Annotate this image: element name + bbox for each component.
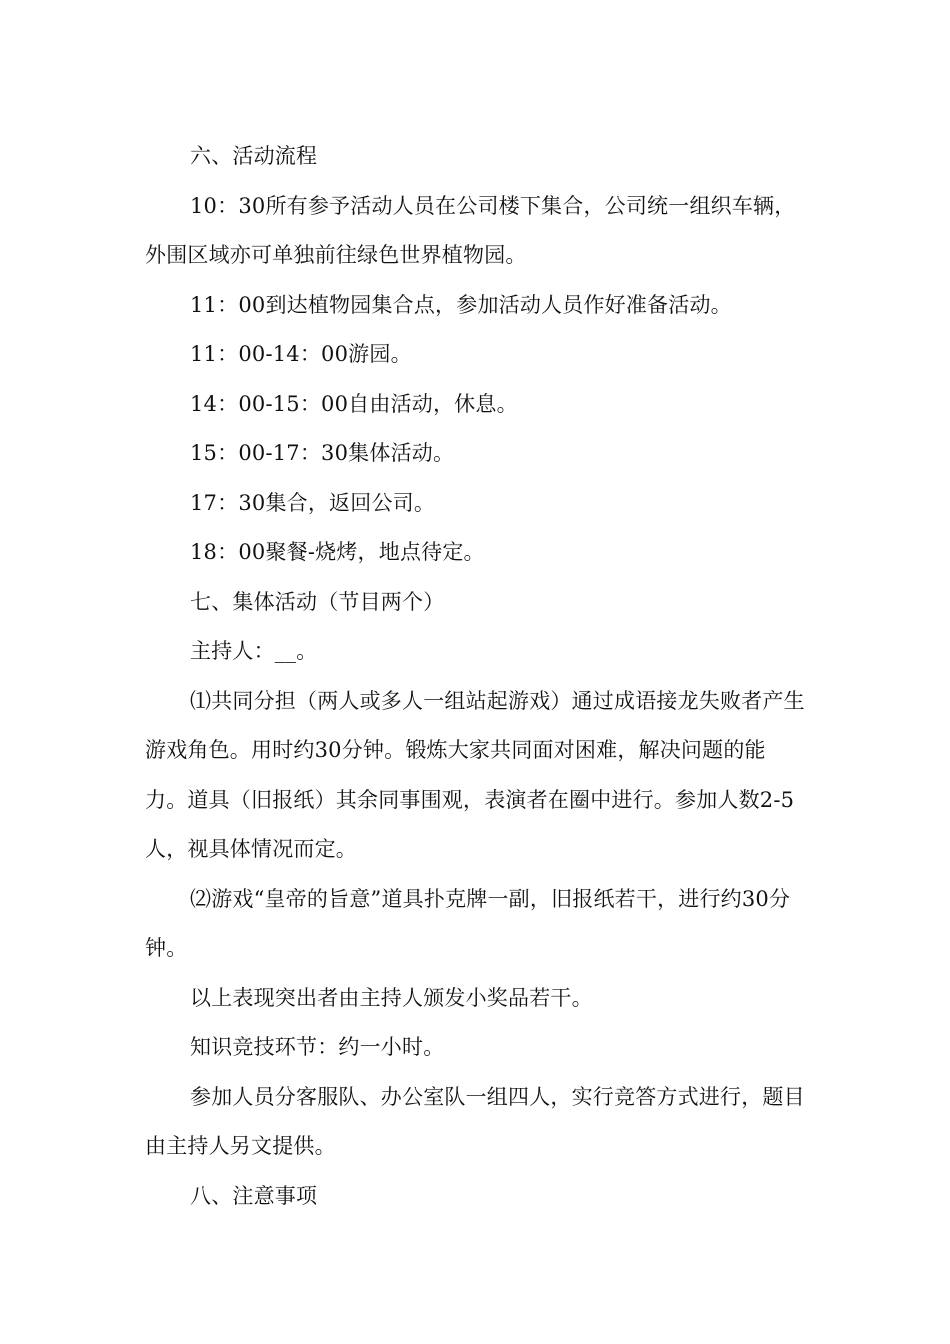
section-heading-notes: 八、注意事项 (190, 1183, 318, 1208)
schedule-item-1030: 10：30所有参予活动人员在公司楼下集合，公司统一组织车辆，外围区域亦可单独前往绿色世界植物园。 (145, 193, 796, 267)
schedule-item-1730: 17：30集合，返回公司。 (190, 490, 436, 515)
schedule-item-1100-1400: 11：00-14：00游园。 (190, 342, 412, 366)
game-item-1: ⑴共同分担（两人或多人一组站起游戏）通过成语接龙失败者产生游戏角色。用时约30分钟。锻炼大家共同面对困难，解决问题的能力。道具（旧报纸）其余同事围观，表演者在圈中进行。参加人数2-5人，视具体情况而定。 (145, 688, 805, 861)
awards-note: 以上表现突出者由主持人颁发小奖品若干。 (190, 985, 593, 1010)
game-item-2: ⑵游戏“皇帝的旨意”道具扑克牌一副，旧报纸若干，进行约30分钟。 (145, 886, 791, 960)
schedule-item-1400-1500: 14：00-15：00自由活动，休息。 (190, 391, 518, 416)
section-heading-group-activities: 七、集体活动（节目两个） (190, 589, 445, 614)
schedule-item-1500-1730: 15：00-17：30集体活动。 (190, 441, 455, 465)
schedule-item-1100-arrival: 11：00到达植物园集合点，参加活动人员作好准备活动。 (190, 292, 732, 317)
contest-teams-paragraph: 参加人员分客服队、办公室队一组四人，实行竞答方式进行，题目由主持人另文提供。 (145, 1084, 805, 1158)
knowledge-contest-line: 知识竞技环节：约一小时。 (190, 1035, 445, 1059)
document-body (145, 132, 805, 1221)
section-heading-activity-flow: 六、活动流程 (190, 144, 318, 168)
host-line: 主持人：__。 (190, 639, 318, 663)
schedule-item-1800: 18：00聚餐-烧烤，地点待定。 (190, 540, 485, 564)
